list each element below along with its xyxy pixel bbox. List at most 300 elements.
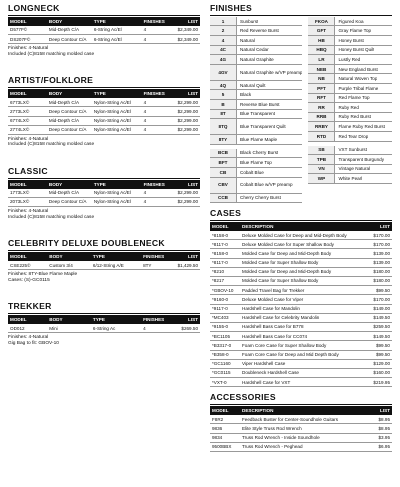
finish-code: RFT	[308, 94, 335, 103]
finish-name: Purple Tribal Flame	[338, 85, 379, 91]
table-cell: $2,349.00	[170, 35, 200, 44]
table-cell: $2,299.00	[170, 198, 200, 207]
table-cell: $3.95	[368, 433, 392, 442]
finish-name: Natural Quilt	[240, 82, 266, 88]
table-cell: *8117-0	[210, 258, 240, 267]
table-cell: *8117-0	[210, 240, 240, 249]
table-cell: 6-String Ac/El	[92, 35, 142, 44]
finish-code: LR	[308, 55, 335, 64]
finish-code: VN	[308, 165, 335, 174]
finish-code: PFT	[308, 84, 335, 93]
finish-row	[210, 168, 302, 178]
finish-code: 1	[210, 17, 237, 26]
table-row	[8, 98, 200, 107]
finish-row	[308, 74, 392, 84]
column-header: FINISHES	[142, 89, 170, 98]
table-row	[8, 198, 200, 207]
finish-code: RTD	[308, 132, 335, 141]
finish-name: Black	[240, 92, 252, 98]
table-cell: Truss Rod Wrench - Peghead	[240, 442, 368, 451]
table-cell: 4	[142, 107, 170, 116]
finish-code: TPB	[308, 155, 335, 164]
finish-code: RRBY	[308, 122, 335, 131]
finish-name: VXT Sunburst	[338, 147, 367, 153]
finish-name: Natural Woven Top	[338, 76, 378, 82]
table-cell: Deluxe Molded Case for Viper	[240, 295, 368, 304]
finish-name: Cherry Cherry Burst	[240, 195, 281, 201]
table-row	[210, 442, 392, 451]
table-cell: $99.50	[368, 350, 392, 359]
table-cell: *B3317-0	[210, 341, 240, 350]
table-cell: $99.50	[368, 341, 392, 350]
column-header: TYPE	[92, 17, 142, 26]
finish-code: SB	[308, 146, 335, 155]
finish-name: New England Burst	[338, 66, 378, 72]
table-cell: OD012	[8, 324, 47, 333]
table-cell: *BC1105	[210, 332, 240, 341]
finish-name: Blue Transparent	[240, 111, 275, 117]
column-header: FINISHES	[142, 17, 170, 26]
table-cell: Hardshell Bass Case for CC074	[240, 332, 368, 341]
finish-name: Figured Koa	[338, 18, 364, 24]
trekker-notes	[8, 335, 200, 346]
cases-table	[210, 222, 392, 387]
table-cell: 4	[142, 125, 170, 134]
table-cell: Mid-Depth C/A	[47, 98, 92, 107]
finish-row	[210, 119, 302, 135]
finish-code: GFT	[308, 26, 335, 35]
table-cell: Nylon-String Ac/El	[92, 125, 142, 134]
finish-name: Red Tear Drop	[338, 133, 369, 139]
finish-name: Red Reverse Burst	[240, 28, 279, 34]
table-cell: Elite Style Truss Rod Wrench	[240, 424, 368, 433]
table-row	[210, 267, 392, 276]
finish-code: HBQ	[308, 46, 335, 55]
column-header: MODEL	[8, 180, 47, 189]
finish-code: 4	[210, 36, 237, 45]
column-header: LIST	[170, 17, 200, 26]
cases-title: CASES	[210, 209, 392, 221]
finish-row	[308, 84, 392, 94]
column-header: MODEL	[8, 89, 47, 98]
table-cell: 6-String Ac	[91, 324, 141, 333]
finish-row	[210, 17, 302, 27]
table-header-row	[8, 315, 200, 324]
table-cell: *GBOV-10	[210, 286, 240, 295]
finish-name: Natural Graphite	[240, 56, 274, 62]
column-header: LIST	[368, 406, 392, 415]
table-header-row	[210, 222, 392, 231]
finish-row	[308, 36, 392, 46]
column-header: MODEL	[210, 222, 240, 231]
note-line: Finishes: 4-Natural	[8, 136, 49, 142]
finish-code: 8T	[210, 110, 237, 119]
table-cell: $99.50	[368, 286, 392, 295]
finish-code: 8TY	[210, 135, 237, 144]
artist-notes	[8, 137, 200, 148]
column-header: LIST	[169, 315, 200, 324]
table-cell: $139.00	[368, 249, 392, 258]
table-cell: 4	[142, 116, 170, 125]
table-cell: 2773LX©	[8, 107, 47, 116]
table-row	[210, 359, 392, 368]
table-cell: *9155-0	[210, 322, 240, 331]
table-cell: Nylon-String Ac/El	[92, 189, 142, 198]
longneck-title: LONGNECK	[8, 4, 200, 16]
table-row	[8, 26, 200, 35]
table-row	[210, 240, 392, 249]
note-line: Finishes: 4-Natural	[8, 209, 49, 215]
table-cell: *VXT-0	[210, 378, 240, 387]
table-cell: 4	[142, 35, 170, 44]
table-cell: $149.50	[368, 332, 392, 341]
table-cell: Doubleneck Hardshell Case	[240, 368, 368, 377]
finish-name: Transparent Burgundy	[338, 156, 385, 162]
column-header: MODEL	[210, 406, 240, 415]
finish-code: BCB	[210, 149, 237, 158]
note-line: Included (C)8158 matching molded case	[8, 51, 95, 57]
table-cell: *MC403	[210, 313, 240, 322]
finish-name: Honey Burst Quilt	[338, 47, 375, 53]
note-line: Cases: (S)-GC0115	[8, 277, 50, 283]
table-cell: Deluxe Molded Case for Deep and Mid-Depth Body	[240, 231, 368, 240]
table-cell: Hardshell Case for Mandolin	[240, 304, 368, 313]
table-cell: Nylon-String Ac/El	[92, 198, 142, 207]
finish-row	[210, 81, 302, 91]
finish-row	[210, 158, 302, 168]
table-cell: 2774LX©	[8, 125, 47, 134]
column-header: DESCRIPTION	[240, 406, 368, 415]
table-cell: Padded Travel Bag for Trekker	[240, 286, 368, 295]
table-row	[210, 258, 392, 267]
finish-code: NEB	[308, 65, 335, 74]
table-row	[210, 332, 392, 341]
table-cell: 6/12-String A/E	[91, 261, 141, 270]
column-header: MODEL	[8, 315, 47, 324]
finish-name: Flame Ruby Red Burst	[338, 124, 385, 130]
finish-row	[308, 113, 392, 123]
accessories-table	[210, 406, 392, 452]
finish-name: Vintage Natural	[338, 166, 371, 172]
table-cell: $170.00	[368, 240, 392, 249]
table-cell: *B358-0	[210, 350, 240, 359]
table-cell: $180.00	[368, 267, 392, 276]
celebrity-title: CELEBRITY DELUXE DOUBLENECK	[8, 239, 200, 251]
finish-code: RRB	[308, 113, 335, 122]
longneck-table	[8, 17, 200, 44]
table-cell: Viper Hardshell Case	[240, 359, 368, 368]
table-cell: Hardshell Case for Celebrity Mandolin	[240, 313, 368, 322]
finish-code: 4C	[210, 46, 237, 55]
table-cell: $2,299.00	[170, 189, 200, 198]
table-row	[210, 341, 392, 350]
finish-row	[210, 90, 302, 100]
finish-row	[210, 65, 302, 81]
finish-row	[210, 55, 302, 65]
finish-name: Reverse Blue Burst	[240, 101, 280, 107]
column-header: TYPE	[91, 315, 141, 324]
table-cell: $2,299.00	[170, 125, 200, 134]
finish-code: 5	[210, 90, 237, 99]
table-cell: Foam Core Case for Super Shallow Body	[240, 341, 368, 350]
table-cell: Nylon-String Ac/El	[92, 98, 142, 107]
classic-table	[8, 180, 200, 207]
table-cell: Hardshell Case for VXT	[240, 378, 368, 387]
longneck-section	[8, 4, 200, 57]
finish-name: White Pearl	[338, 176, 363, 182]
table-cell: Deep Contour C/A	[47, 35, 92, 44]
finish-name: Gray Flame Top	[338, 28, 372, 34]
table-cell: $6.95	[368, 442, 392, 451]
column-header: BODY	[47, 252, 91, 261]
table-cell: 4	[142, 189, 170, 198]
table-cell: Deep Contour C/A	[47, 198, 92, 207]
table-header-row	[8, 252, 200, 261]
finish-row	[308, 17, 392, 27]
table-cell: $8.95	[368, 424, 392, 433]
finishes-grid	[210, 17, 392, 203]
finishes-title: FINISHES	[210, 4, 392, 16]
finish-code: BFT	[210, 158, 237, 167]
table-cell: 9836	[210, 424, 240, 433]
trekker-title: TREKKER	[8, 302, 200, 314]
table-cell: F8R2	[210, 415, 240, 424]
artist-title: ARTIST/FOLKLORE	[8, 76, 200, 88]
table-cell: 9500BBX	[210, 442, 240, 451]
finish-row	[210, 110, 302, 120]
finish-code: 8TQ	[210, 119, 237, 134]
table-cell: $149.00	[368, 304, 392, 313]
table-row	[210, 368, 392, 377]
table-cell: 6773LX©	[8, 98, 47, 107]
table-cell: Feedback Buster for Center-Soundhole Guitars	[240, 415, 368, 424]
finish-row	[308, 46, 392, 56]
table-row	[210, 415, 392, 424]
celebrity-table	[8, 252, 200, 270]
finish-name: Natural	[240, 37, 255, 43]
table-cell: Molded Case for Super Shallow Body	[240, 258, 368, 267]
finish-code: CBV	[210, 178, 237, 193]
table-row	[8, 261, 200, 270]
table-cell: Deep Contour C/A	[47, 107, 92, 116]
column-header: LIST	[170, 180, 200, 189]
finish-name: Ruby Red Burst	[338, 114, 371, 120]
finish-code: 4Q	[210, 81, 237, 90]
table-cell: $259.50	[368, 322, 392, 331]
column-header: MODEL	[8, 17, 47, 26]
table-cell: $170.00	[368, 231, 392, 240]
finish-code: NB	[308, 74, 335, 83]
table-row	[8, 116, 200, 125]
finish-name: Blue Flame Top	[240, 160, 272, 166]
artist-folklore-section	[8, 76, 200, 148]
finish-row	[308, 94, 392, 104]
table-row	[210, 277, 392, 286]
finishes-left-column	[210, 17, 302, 203]
finish-row	[308, 146, 392, 156]
celebrity-notes	[8, 272, 200, 283]
table-cell: *GC1160	[210, 359, 240, 368]
note-line: Included (C)8158 matching molded case	[8, 142, 95, 148]
classic-title: CLASSIC	[8, 167, 200, 179]
table-cell: Nylon-String Ac/El	[92, 116, 142, 125]
column-header: BODY	[47, 89, 92, 98]
table-header-row	[8, 17, 200, 26]
finish-name: Blue Flame Maple	[240, 136, 278, 142]
table-cell: $160.00	[368, 368, 392, 377]
table-header-row	[210, 406, 392, 415]
artist-table	[8, 89, 200, 135]
column-header: LIST	[170, 89, 200, 98]
finish-code: 4G	[210, 55, 237, 64]
finishes-right-column	[308, 17, 392, 203]
finish-name: Blue Transparent Quilt	[240, 124, 286, 130]
note-line: Finishes: 4-Natural	[8, 335, 49, 341]
finish-row	[308, 26, 392, 36]
finish-row	[308, 55, 392, 65]
table-cell: DS207F©	[8, 35, 47, 44]
finish-code: HB	[308, 36, 335, 45]
table-row	[8, 125, 200, 134]
classic-section	[8, 167, 200, 220]
table-row	[210, 231, 392, 240]
table-row	[8, 189, 200, 198]
right-column	[210, 4, 392, 452]
table-cell: *9117-0	[210, 304, 240, 313]
finish-row	[308, 165, 392, 175]
column-header: TYPE	[91, 252, 141, 261]
table-header-row	[8, 180, 200, 189]
classic-notes	[8, 209, 200, 220]
finish-name: Natural Cedar	[240, 47, 269, 53]
table-cell: $2,349.00	[170, 26, 200, 35]
table-cell: $149.50	[368, 313, 392, 322]
finish-name: Sunburst	[240, 18, 259, 24]
finish-name: Cobalt Blue w/VP preamp	[240, 182, 293, 188]
column-header: BODY	[47, 180, 92, 189]
table-cell: 1773LX©	[8, 189, 47, 198]
finish-row	[210, 178, 302, 194]
table-row	[210, 378, 392, 387]
table-row	[8, 35, 200, 44]
table-row	[210, 286, 392, 295]
note-line: Included (C)8158 matching molded case	[8, 214, 95, 220]
finish-row	[210, 149, 302, 159]
table-row	[210, 304, 392, 313]
finish-name: Ruby Red	[338, 104, 359, 110]
column-header: MODEL	[8, 252, 47, 261]
accessories-section	[210, 393, 392, 452]
table-row	[210, 313, 392, 322]
note-line: Gig Bag to fit: GBOV-10	[8, 340, 59, 346]
table-cell: $219.95	[368, 378, 392, 387]
table-cell: 8TY	[141, 261, 169, 270]
table-cell: $139.00	[368, 258, 392, 267]
column-header: FINISHES	[141, 315, 169, 324]
table-row	[210, 295, 392, 304]
finish-code: WP	[308, 174, 335, 183]
finish-name: Natural Graphite w/VP preamp	[240, 69, 303, 75]
table-cell: *GC0115	[210, 368, 240, 377]
column-header: LIST	[368, 222, 392, 231]
finish-code: RR	[308, 103, 335, 112]
table-cell: 6774LX©	[8, 116, 47, 125]
finish-row	[210, 100, 302, 110]
finish-name: Red Flame Top	[338, 95, 370, 101]
table-cell: Deluxe Molded Case for Super Shallow Body	[240, 240, 368, 249]
table-cell: Molded Case for Deep and Mid-Depth Body	[240, 267, 368, 276]
table-cell: $269.50	[169, 324, 200, 333]
table-cell: $170.00	[368, 295, 392, 304]
table-cell: $129.00	[368, 359, 392, 368]
finish-name: Honey Burst	[338, 37, 364, 43]
table-cell: Truss Rod Wrench - Inside Soundhole	[240, 433, 368, 442]
table-cell: Molded Case for Super Shallow Body	[240, 277, 368, 286]
finish-name: Cobalt Blue	[240, 169, 264, 175]
cases-section	[210, 209, 392, 387]
table-cell: Custom 3/4	[47, 261, 91, 270]
table-cell: 4	[142, 26, 170, 35]
note-line: Finishes: 8TY-Blue Flame Maple	[8, 272, 78, 278]
finish-code: B	[210, 100, 237, 109]
finish-row	[308, 174, 392, 184]
table-cell: *8158-0	[210, 231, 240, 240]
table-cell: D577F©	[8, 26, 47, 35]
finish-row	[308, 122, 392, 132]
accessories-title: ACCESSORIES	[210, 393, 392, 405]
column-header: TYPE	[92, 89, 142, 98]
table-cell: Mini	[47, 324, 91, 333]
table-cell: $180.00	[368, 277, 392, 286]
table-cell: $2,299.00	[170, 98, 200, 107]
table-row	[8, 324, 200, 333]
finish-row	[210, 36, 302, 46]
table-cell: Deep Contour C/A	[47, 125, 92, 134]
finish-code: FKOA	[308, 17, 335, 26]
finish-code: 4GV	[210, 65, 237, 80]
table-header-row	[8, 89, 200, 98]
celebrity-doubleneck-section	[8, 239, 200, 283]
finish-name: Lustly Red	[338, 56, 361, 62]
table-cell: *8217	[210, 277, 240, 286]
table-row	[210, 322, 392, 331]
table-cell: Nylon-String Ac/El	[92, 107, 142, 116]
finish-row	[308, 65, 392, 75]
table-cell: *8210	[210, 267, 240, 276]
table-cell: Hardshell Bass Case for B778	[240, 322, 368, 331]
longneck-notes	[8, 46, 200, 57]
table-cell: 6-String Ac/El	[92, 26, 142, 35]
table-cell: *9160-0	[210, 295, 240, 304]
finishes-section	[210, 4, 392, 203]
trekker-section	[8, 302, 200, 346]
finish-code: CB	[210, 168, 237, 177]
column-header: TYPE	[92, 180, 142, 189]
column-header: FINISHES	[142, 180, 170, 189]
column-header: BODY	[47, 315, 91, 324]
finish-code: CCB	[210, 194, 237, 203]
table-cell: Mid-Depth C/A	[47, 189, 92, 198]
column-header: LIST	[169, 252, 200, 261]
table-cell: Foam Core Case for Deep and Mid Depth Body	[240, 350, 368, 359]
table-cell: 9834	[210, 433, 240, 442]
finish-row	[210, 194, 302, 204]
column-header: BODY	[47, 17, 92, 26]
table-cell: CSE225©	[8, 261, 47, 270]
finish-row	[210, 26, 302, 36]
table-cell: 4	[142, 198, 170, 207]
table-cell: Molded Case for Deep and Mid-Depth Body	[240, 249, 368, 258]
